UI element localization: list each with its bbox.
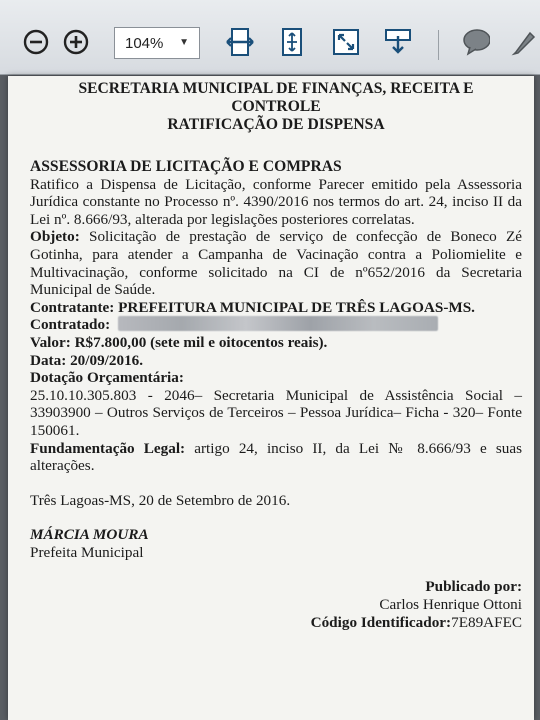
header-line-2: CONTROLE (231, 98, 321, 115)
fundamentacao-paragraph (30, 440, 522, 475)
fullscreen-button[interactable] (332, 28, 360, 56)
codigo-line (30, 614, 522, 632)
pen-button[interactable] (510, 28, 538, 56)
fundamentacao-label: Fundamentação Legal: (30, 439, 186, 457)
local-data: Três Lagoas-MS, 20 de Setembro de 2016. (30, 491, 291, 509)
fit-width-button[interactable] (226, 28, 254, 56)
redacted-contratado (118, 316, 438, 331)
fit-page-icon (278, 27, 306, 57)
dotacao-text: 25.10.10.305.803 - 2046– Secretaria Municipal de Assistência Social – 33903900 – Outros Serviços de Terceiros – Pessoa Jurídica– Ficha - 320– Fonte 150061. (30, 386, 522, 439)
valor-paragraph (30, 334, 522, 352)
comment-button[interactable] (462, 28, 490, 56)
header-line-1: SECRETARIA MUNICIPAL DE FINANÇAS, RECEITA E (78, 80, 474, 97)
contratado-label: Contratado: (30, 316, 111, 334)
download-button[interactable] (384, 28, 412, 56)
signer-role: Prefeita Municipal (30, 543, 144, 561)
contratante-paragraph (30, 299, 522, 317)
fit-page-button[interactable] (278, 28, 306, 56)
header-line-3: RATIFICAÇÃO DE DISPENSA (167, 116, 385, 133)
objeto-label: Objeto: (30, 228, 80, 246)
fullscreen-icon (332, 28, 360, 56)
objeto-text: Solicitação de prestação de serviço de confecção de Boneco Zé Gotinha, para atender a Campanha de Vacinação contra a Poliomielite e Multivacinação, conforme solicitado na CI de nº652/2016 da Secretaria Municipal de Saúde. (30, 228, 523, 299)
document-content (30, 80, 522, 631)
zoom-out-icon (23, 29, 49, 55)
objeto-paragraph (30, 228, 522, 298)
chevron-down-icon: ▼ (179, 37, 189, 48)
contratado-paragraph (30, 316, 522, 334)
dotacao-label: Dotação Orçamentária: (30, 369, 184, 387)
zoom-in-icon (63, 29, 89, 55)
fit-width-icon (226, 27, 254, 57)
zoom-select[interactable] (114, 27, 200, 59)
document-page (8, 76, 534, 720)
pdf-toolbar (0, 0, 540, 75)
zoom-value: 104% (125, 34, 164, 52)
zoom-in-button[interactable] (62, 28, 90, 56)
data-text: 20/09/2016. (70, 351, 144, 369)
valor-label: Valor: (30, 333, 71, 351)
comment-icon (462, 28, 490, 56)
zoom-out-button[interactable] (22, 28, 50, 56)
contratante-label: Contratante: (30, 298, 115, 316)
publicado-label: Publicado por: (425, 578, 522, 596)
codigo-label: Código Identificador: (310, 613, 452, 631)
ratifico-paragraph: Ratifico a Dispensa de Licitação, conforme Parecer emitido pela Assessoria Jurídica constante no Processo nº. 4390/2016 nos termos do art. 24, inciso II da Lei nº. 8.666/93, alterada por legislações posteriores correlatas. (30, 175, 522, 228)
pen-icon (510, 28, 538, 56)
data-paragraph (30, 352, 522, 370)
data-label: Data: (30, 351, 67, 369)
section-title: ASSESSORIA DE LICITAÇÃO E COMPRAS (30, 158, 342, 175)
toolbar-divider (438, 30, 439, 60)
signer-name: MÁRCIA MOURA (30, 526, 149, 544)
publicado-name: Carlos Henrique Ottoni (379, 596, 522, 614)
download-icon (384, 28, 412, 56)
valor-text: R$7.800,00 (sete mil e oitocentos reais). (74, 333, 328, 351)
fundamentacao-text: artigo 24, inciso II, da Lei № 8.666/93 e suas alterações. (30, 439, 522, 475)
contratante-text: PREFEITURA MUNICIPAL DE TRÊS LAGOAS-MS. (118, 298, 475, 316)
codigo-value: 7E89AFEC (451, 613, 522, 631)
